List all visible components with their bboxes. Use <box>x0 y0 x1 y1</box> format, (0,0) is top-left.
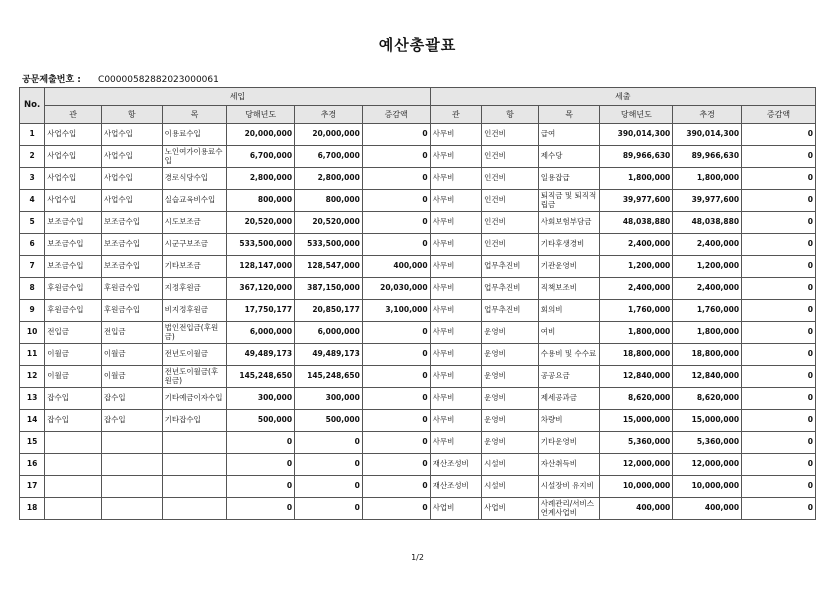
expense-cell: 0 <box>742 432 816 454</box>
income-cell: 사업수입 <box>101 124 162 146</box>
expense-cell: 인건비 <box>482 168 539 190</box>
income-cell <box>101 476 162 498</box>
expense-cell: 시설장비 유지비 <box>538 476 600 498</box>
doc-number-line <box>22 72 219 85</box>
expense-cell: 인건비 <box>482 190 539 212</box>
income-cell: 사업수입 <box>101 190 162 212</box>
income-cell: 실습교육비수입 <box>162 190 227 212</box>
row-number: 7 <box>20 256 45 278</box>
income-cell: 49,489,173 <box>295 344 363 366</box>
income-cell: 387,150,000 <box>295 278 363 300</box>
income-cell <box>45 476 102 498</box>
income-cell: 800,000 <box>227 190 295 212</box>
expense-cell: 여비 <box>538 322 600 344</box>
header-col: 목 <box>162 106 227 124</box>
income-cell: 128,147,000 <box>227 256 295 278</box>
expense-cell: 2,400,000 <box>673 278 742 300</box>
income-cell: 기타보조금 <box>162 256 227 278</box>
expense-cell: 0 <box>742 498 816 520</box>
income-cell: 20,000,000 <box>227 124 295 146</box>
expense-cell: 1,800,000 <box>673 168 742 190</box>
expense-cell: 12,840,000 <box>673 366 742 388</box>
income-cell: 0 <box>227 476 295 498</box>
row-number: 5 <box>20 212 45 234</box>
header-col: 목 <box>538 106 600 124</box>
income-cell: 후원금수입 <box>45 300 102 322</box>
income-cell <box>45 498 102 520</box>
expense-cell: 인건비 <box>482 234 539 256</box>
income-cell: 6,700,000 <box>227 146 295 168</box>
income-cell: 전입금 <box>101 322 162 344</box>
income-cell: 잡수입 <box>45 410 102 432</box>
expense-cell: 운영비 <box>482 322 539 344</box>
income-cell: 800,000 <box>295 190 363 212</box>
row-number: 14 <box>20 410 45 432</box>
income-cell: 0 <box>362 410 430 432</box>
expense-cell: 사무비 <box>430 410 482 432</box>
income-cell: 보조금수입 <box>45 212 102 234</box>
table-row <box>20 212 816 234</box>
expense-cell: 8,620,000 <box>673 388 742 410</box>
expense-cell: 2,400,000 <box>673 234 742 256</box>
income-cell: 0 <box>295 498 363 520</box>
income-cell: 0 <box>295 476 363 498</box>
table-row <box>20 344 816 366</box>
expense-cell: 1,800,000 <box>673 322 742 344</box>
expense-cell: 12,840,000 <box>600 366 673 388</box>
income-cell: 법인전입금(후원금) <box>162 322 227 344</box>
expense-cell: 1,760,000 <box>600 300 673 322</box>
income-cell: 0 <box>362 388 430 410</box>
expense-cell: 1,800,000 <box>600 168 673 190</box>
income-cell: 사업수입 <box>45 124 102 146</box>
expense-cell: 89,966,630 <box>600 146 673 168</box>
header-expense: 세출 <box>430 88 815 106</box>
expense-cell: 사무비 <box>430 322 482 344</box>
expense-cell: 1,200,000 <box>600 256 673 278</box>
income-cell <box>45 432 102 454</box>
income-cell: 노인여가이용료수입 <box>162 146 227 168</box>
income-cell: 0 <box>227 498 295 520</box>
expense-cell: 사무비 <box>430 366 482 388</box>
row-number: 18 <box>20 498 45 520</box>
income-cell: 이월금 <box>101 344 162 366</box>
row-number: 16 <box>20 454 45 476</box>
expense-cell: 0 <box>742 322 816 344</box>
expense-cell: 18,800,000 <box>673 344 742 366</box>
table-row <box>20 124 816 146</box>
income-cell: 보조금수입 <box>101 256 162 278</box>
income-cell: 0 <box>362 146 430 168</box>
expense-cell: 39,977,600 <box>673 190 742 212</box>
expense-cell: 인건비 <box>482 124 539 146</box>
table-row <box>20 432 816 454</box>
income-cell: 0 <box>227 454 295 476</box>
expense-cell: 5,360,000 <box>600 432 673 454</box>
income-cell: 0 <box>362 234 430 256</box>
doc-number-label: 공문제출번호 : <box>22 75 81 85</box>
expense-cell: 시설비 <box>482 454 539 476</box>
expense-cell: 0 <box>742 454 816 476</box>
expense-cell: 48,038,880 <box>673 212 742 234</box>
income-cell <box>101 498 162 520</box>
expense-cell: 사무비 <box>430 168 482 190</box>
expense-cell: 5,360,000 <box>673 432 742 454</box>
income-cell: 20,520,000 <box>227 212 295 234</box>
header-col: 관 <box>45 106 102 124</box>
income-cell: 사업수입 <box>101 168 162 190</box>
income-cell: 0 <box>362 366 430 388</box>
income-cell: 6,000,000 <box>227 322 295 344</box>
income-cell <box>162 454 227 476</box>
table-row <box>20 256 816 278</box>
income-cell: 2,800,000 <box>295 168 363 190</box>
income-cell: 400,000 <box>362 256 430 278</box>
income-cell: 0 <box>362 454 430 476</box>
expense-cell: 10,000,000 <box>600 476 673 498</box>
expense-cell: 기타운영비 <box>538 432 600 454</box>
expense-cell: 0 <box>742 476 816 498</box>
income-cell: 비지정후원금 <box>162 300 227 322</box>
income-cell: 0 <box>362 476 430 498</box>
row-number: 13 <box>20 388 45 410</box>
doc-number-value: C00000582882023000061 <box>98 75 219 85</box>
page-title: 예산총괄표 <box>378 36 457 54</box>
expense-cell: 회의비 <box>538 300 600 322</box>
income-cell: 49,489,173 <box>227 344 295 366</box>
expense-cell: 퇴직금 및 퇴직적립금 <box>538 190 600 212</box>
income-cell <box>162 498 227 520</box>
table-row <box>20 366 816 388</box>
row-number: 9 <box>20 300 45 322</box>
expense-cell: 0 <box>742 366 816 388</box>
expense-cell: 사무비 <box>430 190 482 212</box>
income-cell: 이용료수입 <box>162 124 227 146</box>
expense-cell: 1,800,000 <box>600 322 673 344</box>
header-col: 당해년도 <box>600 106 673 124</box>
income-cell: 시도보조금 <box>162 212 227 234</box>
expense-cell: 390,014,300 <box>673 124 742 146</box>
income-cell: 6,000,000 <box>295 322 363 344</box>
income-cell: 0 <box>362 168 430 190</box>
table-row <box>20 322 816 344</box>
income-cell: 보조금수입 <box>45 234 102 256</box>
header-col: 관 <box>430 106 482 124</box>
expense-cell: 일용잡급 <box>538 168 600 190</box>
income-cell: 사업수입 <box>45 146 102 168</box>
expense-cell: 0 <box>742 190 816 212</box>
income-cell: 6,700,000 <box>295 146 363 168</box>
income-cell: 533,500,000 <box>295 234 363 256</box>
expense-cell: 0 <box>742 344 816 366</box>
expense-cell: 사무비 <box>430 146 482 168</box>
table-row <box>20 168 816 190</box>
expense-cell: 400,000 <box>600 498 673 520</box>
income-cell <box>45 454 102 476</box>
income-cell: 0 <box>362 432 430 454</box>
income-cell: 20,850,177 <box>295 300 363 322</box>
income-cell: 0 <box>362 212 430 234</box>
expense-cell: 급여 <box>538 124 600 146</box>
table-row <box>20 190 816 212</box>
income-cell: 잡수입 <box>101 410 162 432</box>
expense-cell: 0 <box>742 278 816 300</box>
income-cell <box>162 432 227 454</box>
income-cell: 사업수입 <box>45 168 102 190</box>
expense-cell: 390,014,300 <box>600 124 673 146</box>
expense-cell: 8,620,000 <box>600 388 673 410</box>
expense-cell: 운영비 <box>482 432 539 454</box>
expense-cell: 제세공과금 <box>538 388 600 410</box>
income-cell: 보조금수입 <box>101 212 162 234</box>
income-cell: 500,000 <box>227 410 295 432</box>
header-col: 추경 <box>673 106 742 124</box>
income-cell: 0 <box>362 344 430 366</box>
row-number: 8 <box>20 278 45 300</box>
income-cell: 0 <box>362 322 430 344</box>
expense-cell: 운영비 <box>482 388 539 410</box>
expense-cell: 사회보험부담금 <box>538 212 600 234</box>
table-row <box>20 498 816 520</box>
income-cell: 0 <box>362 124 430 146</box>
expense-cell: 0 <box>742 256 816 278</box>
header-no: No. <box>20 88 45 124</box>
expense-cell: 공공요금 <box>538 366 600 388</box>
table-row <box>20 388 816 410</box>
expense-cell: 운영비 <box>482 344 539 366</box>
income-cell: 20,030,000 <box>362 278 430 300</box>
income-cell: 시군구보조금 <box>162 234 227 256</box>
row-number: 3 <box>20 168 45 190</box>
page-number: 1/2 <box>411 553 424 562</box>
expense-cell: 운영비 <box>482 366 539 388</box>
expense-cell: 2,400,000 <box>600 278 673 300</box>
income-cell: 367,120,000 <box>227 278 295 300</box>
expense-cell: 0 <box>742 410 816 432</box>
expense-cell: 15,000,000 <box>673 410 742 432</box>
income-cell <box>162 476 227 498</box>
income-cell: 0 <box>362 190 430 212</box>
header-col: 항 <box>101 106 162 124</box>
expense-cell: 수용비 및 수수료 <box>538 344 600 366</box>
income-cell: 300,000 <box>295 388 363 410</box>
expense-cell: 업무추진비 <box>482 300 539 322</box>
income-cell: 이월금 <box>101 366 162 388</box>
expense-cell: 0 <box>742 124 816 146</box>
expense-cell: 12,000,000 <box>673 454 742 476</box>
row-number: 11 <box>20 344 45 366</box>
expense-cell: 인건비 <box>482 212 539 234</box>
income-cell: 0 <box>227 432 295 454</box>
expense-cell: 사업비 <box>430 498 482 520</box>
income-cell: 이월금 <box>45 344 102 366</box>
expense-cell: 운영비 <box>482 410 539 432</box>
expense-cell: 기관운영비 <box>538 256 600 278</box>
expense-cell: 사업비 <box>482 498 539 520</box>
income-cell: 사업수입 <box>101 146 162 168</box>
expense-cell: 0 <box>742 212 816 234</box>
expense-cell: 사무비 <box>430 234 482 256</box>
income-cell: 잡수입 <box>101 388 162 410</box>
expense-cell: 업무추진비 <box>482 278 539 300</box>
expense-cell: 사무비 <box>430 388 482 410</box>
income-cell: 3,100,000 <box>362 300 430 322</box>
income-cell <box>101 432 162 454</box>
expense-cell: 400,000 <box>673 498 742 520</box>
row-number: 10 <box>20 322 45 344</box>
income-cell: 145,248,650 <box>295 366 363 388</box>
header-col: 항 <box>482 106 539 124</box>
income-cell: 후원금수입 <box>45 278 102 300</box>
expense-cell: 2,400,000 <box>600 234 673 256</box>
row-number: 15 <box>20 432 45 454</box>
expense-cell: 사무비 <box>430 256 482 278</box>
expense-cell: 1,760,000 <box>673 300 742 322</box>
income-cell: 533,500,000 <box>227 234 295 256</box>
header-col: 추경 <box>295 106 363 124</box>
row-number: 12 <box>20 366 45 388</box>
row-number: 4 <box>20 190 45 212</box>
expense-cell: 89,966,630 <box>673 146 742 168</box>
expense-cell: 사례관리/서비스연계사업비 <box>538 498 600 520</box>
expense-cell: 차량비 <box>538 410 600 432</box>
expense-cell: 인건비 <box>482 146 539 168</box>
income-cell: 2,800,000 <box>227 168 295 190</box>
expense-cell: 0 <box>742 168 816 190</box>
expense-cell: 사무비 <box>430 212 482 234</box>
expense-cell: 재산조성비 <box>430 454 482 476</box>
income-cell: 145,248,650 <box>227 366 295 388</box>
expense-cell: 0 <box>742 388 816 410</box>
table-row <box>20 476 816 498</box>
income-cell: 17,750,177 <box>227 300 295 322</box>
expense-cell: 업무추진비 <box>482 256 539 278</box>
row-number: 6 <box>20 234 45 256</box>
expense-cell: 0 <box>742 300 816 322</box>
header-col: 증감액 <box>742 106 816 124</box>
table-row <box>20 234 816 256</box>
income-cell: 기타잡수입 <box>162 410 227 432</box>
table-row <box>20 146 816 168</box>
table-row <box>20 410 816 432</box>
expense-cell: 0 <box>742 146 816 168</box>
income-cell: 기타예금이자수입 <box>162 388 227 410</box>
expense-cell: 18,800,000 <box>600 344 673 366</box>
table-row <box>20 278 816 300</box>
expense-cell: 사무비 <box>430 344 482 366</box>
budget-table-body <box>20 124 816 520</box>
income-cell: 0 <box>362 498 430 520</box>
income-cell: 경로식당수입 <box>162 168 227 190</box>
income-cell: 잡수입 <box>45 388 102 410</box>
expense-cell: 제수당 <box>538 146 600 168</box>
income-cell <box>101 454 162 476</box>
income-cell: 보조금수입 <box>45 256 102 278</box>
income-cell: 20,000,000 <box>295 124 363 146</box>
expense-cell: 15,000,000 <box>600 410 673 432</box>
income-cell: 전년도이월금(후원금) <box>162 366 227 388</box>
income-cell: 전년도이월금 <box>162 344 227 366</box>
income-cell: 20,520,000 <box>295 212 363 234</box>
income-cell: 0 <box>295 432 363 454</box>
expense-cell: 사무비 <box>430 278 482 300</box>
expense-cell: 12,000,000 <box>600 454 673 476</box>
income-cell: 후원금수입 <box>101 300 162 322</box>
income-cell: 사업수입 <box>45 190 102 212</box>
table-row <box>20 300 816 322</box>
expense-cell: 시설비 <box>482 476 539 498</box>
expense-cell: 0 <box>742 234 816 256</box>
expense-cell: 자산취득비 <box>538 454 600 476</box>
income-cell: 이월금 <box>45 366 102 388</box>
income-cell: 지정후원금 <box>162 278 227 300</box>
income-cell: 보조금수입 <box>101 234 162 256</box>
budget-summary-table <box>19 87 816 520</box>
income-cell: 전입금 <box>45 322 102 344</box>
income-cell: 500,000 <box>295 410 363 432</box>
income-cell: 300,000 <box>227 388 295 410</box>
expense-cell: 직책보조비 <box>538 278 600 300</box>
row-number: 17 <box>20 476 45 498</box>
expense-cell: 기타후생경비 <box>538 234 600 256</box>
expense-cell: 1,200,000 <box>673 256 742 278</box>
income-cell: 후원금수입 <box>101 278 162 300</box>
expense-cell: 10,000,000 <box>673 476 742 498</box>
income-cell: 0 <box>295 454 363 476</box>
expense-cell: 사무비 <box>430 432 482 454</box>
expense-cell: 재산조성비 <box>430 476 482 498</box>
row-number: 1 <box>20 124 45 146</box>
header-income: 세입 <box>45 88 430 106</box>
row-number: 2 <box>20 146 45 168</box>
table-row <box>20 454 816 476</box>
header-col: 당해년도 <box>227 106 295 124</box>
income-cell: 128,547,000 <box>295 256 363 278</box>
expense-cell: 사무비 <box>430 124 482 146</box>
expense-cell: 사무비 <box>430 300 482 322</box>
header-col: 증감액 <box>362 106 430 124</box>
expense-cell: 48,038,880 <box>600 212 673 234</box>
expense-cell: 39,977,600 <box>600 190 673 212</box>
